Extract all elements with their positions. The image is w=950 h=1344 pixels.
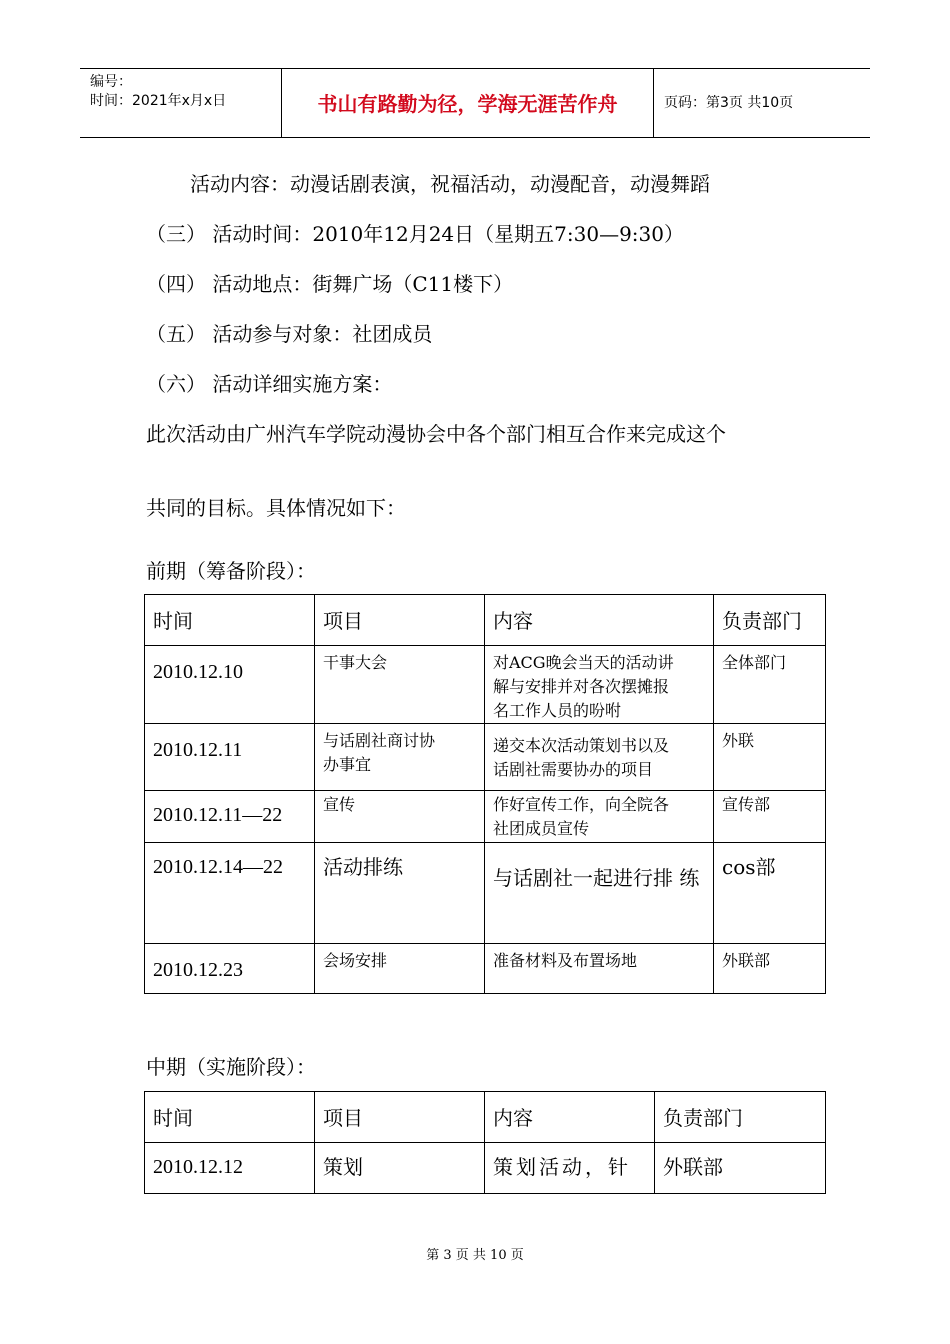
row-date: 2010.12.12 [145, 1143, 315, 1194]
item-activity-location: （四） 活动地点：街舞广场（C11楼下） [146, 272, 514, 296]
item-activity-time: （三） 活动时间：2010年12月24日（星期五7:30—9:30） [146, 222, 684, 246]
header-motto: 书山有路勤为径，学海无涯苦作舟 [317, 92, 618, 116]
table-row [145, 791, 826, 843]
row-content-line: 对ACG晚会当天的活动讲 [493, 653, 674, 672]
row-item: 策划 [315, 1143, 485, 1194]
row-content-line: 与话剧社一起进行排 [493, 866, 673, 890]
table-row [145, 724, 826, 791]
row-dept: 宣传部 [714, 791, 826, 843]
row-date: 2010.12.10 [145, 646, 315, 724]
row-dept: 全体部门 [714, 646, 826, 724]
row-content [485, 724, 714, 791]
row-date: 2010.12.23 [145, 944, 315, 994]
row-content: 策划活动，针 [485, 1143, 655, 1194]
row-dept: 外联 [714, 724, 826, 791]
row-item: 活动排练 [315, 843, 485, 944]
doc-number-label: 编号： [90, 74, 132, 90]
header-content: 内容 [485, 595, 714, 646]
row-content-line: 递交本次活动策划书以及 [493, 736, 670, 755]
row-content-line: 解与安排并对各次摆摊报 [493, 677, 670, 696]
row-item-line: 与话剧社商讨协 [323, 731, 436, 750]
intro-line-2: 共同的目标。具体情况如下： [146, 496, 406, 520]
row-content [485, 646, 714, 724]
page-header [80, 68, 870, 138]
header-meta-cell [80, 69, 282, 137]
row-content-line: 社团成员宣传 [493, 819, 590, 838]
page-footer: 第 3 页 共 10 页 [426, 1248, 524, 1263]
table-row [145, 1143, 826, 1194]
header-dept: 负责部门 [714, 595, 826, 646]
row-content-line: 作好宣传工作，向全院各 [493, 795, 670, 814]
row-dept: cos部 [714, 843, 826, 944]
row-content: 准备材料及布置场地 [485, 944, 714, 994]
row-item: 宣传 [315, 791, 485, 843]
header-dept: 负责部门 [655, 1092, 826, 1143]
row-dept: 外联部 [655, 1143, 826, 1194]
header-page-cell [654, 69, 870, 137]
header-page-info: 页码：第3页 共10页 [664, 95, 794, 111]
row-item-line: 办事宜 [323, 755, 372, 774]
row-content-line: 话剧社需要协办的项目 [493, 760, 654, 779]
item-participants: （五） 活动参与对象：社团成员 [146, 322, 433, 346]
row-content-line: 练 [679, 866, 700, 890]
table-row [145, 646, 826, 724]
phase1-title: 前期（筹备阶段）： [146, 559, 316, 583]
prep-phase-table [144, 594, 826, 994]
table-header-row [145, 1092, 826, 1143]
header-time: 时间 [145, 595, 315, 646]
table-row [145, 944, 826, 994]
table-header-row [145, 595, 826, 646]
row-content-line: 名工作人员的吩咐 [493, 701, 622, 720]
table-row [145, 843, 826, 944]
item-plan-heading: （六） 活动详细实施方案： [146, 372, 393, 396]
header-content: 内容 [485, 1092, 655, 1143]
row-content [485, 791, 714, 843]
activity-content: 活动内容：动漫话剧表演，祝福活动，动漫配音，动漫舞蹈 [190, 172, 710, 196]
row-date: 2010.12.11 [145, 724, 315, 791]
doc-time-label: 时间：2021年x月x日 [90, 93, 227, 109]
impl-phase-table [144, 1091, 826, 1194]
header-item: 项目 [315, 1092, 485, 1143]
row-item: 会场安排 [315, 944, 485, 994]
row-date: 2010.12.11—22 [145, 791, 315, 843]
header-item: 项目 [315, 595, 485, 646]
row-item [315, 724, 485, 791]
intro-line-1: 此次活动由广州汽车学院动漫协会中各个部门相互合作来完成这个 [146, 422, 726, 446]
row-date: 2010.12.14—22 [145, 843, 315, 944]
row-dept: 外联部 [714, 944, 826, 994]
header-motto-cell [282, 69, 654, 137]
header-time: 时间 [145, 1092, 315, 1143]
phase2-title: 中期（实施阶段）： [146, 1055, 316, 1079]
row-item: 干事大会 [315, 646, 485, 724]
row-content [485, 843, 714, 944]
